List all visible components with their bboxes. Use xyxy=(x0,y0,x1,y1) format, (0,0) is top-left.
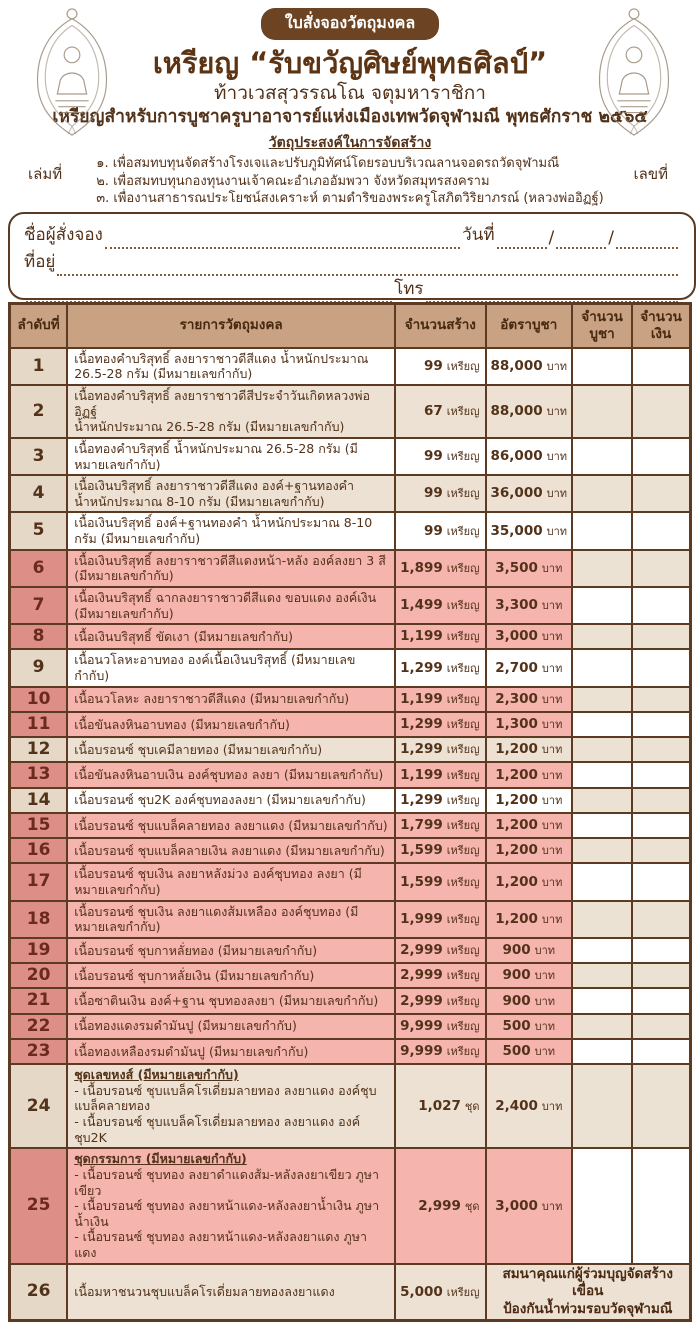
qty-made-cell: 1,199 เหรียญ xyxy=(395,687,485,712)
item-description-line: เนื้อบรอนซ์ ชุบ2K องค์ชุบทองลงยา (มีหมายเลขกำกับ) xyxy=(74,792,366,808)
item-description-line: - เนื้อบรอนซ์ ชุบทอง ลงยาหน้าแดง-หลังลงยาน้ำเงิน ภูษาน้ำเงิน xyxy=(74,1198,380,1229)
page-title: เหรียญ “รับขวัญศิษย์พุทธศิลป์” xyxy=(152,46,548,80)
item-description xyxy=(67,475,395,512)
amount-input-cell[interactable] xyxy=(632,863,690,900)
occasion-subtitle: เหรียญสำหรับการบูชาครูบาอาจารย์แห่งเมืองเทพวัดจุฬามณี พุทธศักราช ๒๕๖๕ xyxy=(52,107,648,128)
table-row xyxy=(10,385,691,438)
qty-ordered-input-cell[interactable] xyxy=(572,813,632,838)
price-cell: 1,200 บาท xyxy=(486,813,573,838)
item-description xyxy=(67,438,395,475)
price-cell: 2,400 บาท xyxy=(486,1064,573,1148)
qty-made-cell: 5,000 เหรียญ xyxy=(395,1264,485,1321)
amount-input-cell[interactable] xyxy=(632,550,690,587)
item-description xyxy=(67,1064,395,1148)
item-description-line: - เนื้อบรอนซ์ ชุบทอง ลงยาดำแดงส้ม-หลังลงยาเขียว ภูษาเขียว xyxy=(74,1166,380,1198)
qty-ordered-input-cell[interactable] xyxy=(572,1064,632,1148)
item-description-line: เนื้อขันลงหินอาบเงิน องค์ชุบทอง ลงยา (มีหมายเลขกำกับ) xyxy=(74,767,384,783)
order-table-body xyxy=(10,348,691,1321)
deity-subtitle: ท้าวเวสสุวรรณโณ จตุมหาราชิกา xyxy=(214,82,486,105)
item-description xyxy=(67,348,395,385)
purpose-item-2: ๒. เพื่อสมทบทุนกองทุนงานเจ้าคณะอำเภออัมพวา จังหวัดสมุทรสงคราม xyxy=(96,173,490,189)
item-description-line: - เนื้อบรอนซ์ ชุบแบล็คโรเดี่ยมลายทอง ลงยาแดง องค์ชุบ2K xyxy=(74,1114,361,1145)
item-description-line: เนื้อทองเหลืองรมดำมันปู (มีหมายเลขกำกับ) xyxy=(74,1043,309,1059)
qty-ordered-input-cell[interactable] xyxy=(572,963,632,988)
qty-made-cell: 99 เหรียญ xyxy=(395,475,485,512)
table-row xyxy=(10,762,691,787)
qty-made-cell: 1,299 เหรียญ xyxy=(395,737,485,762)
item-description xyxy=(67,687,395,712)
table-row xyxy=(10,1264,691,1321)
table-row xyxy=(10,712,691,737)
date-day-field[interactable] xyxy=(497,227,547,249)
amount-input-cell[interactable] xyxy=(632,813,690,838)
price-cell: 1,200 บาท xyxy=(486,901,573,938)
item-description xyxy=(67,649,395,686)
qty-made-cell: 99 เหรียญ xyxy=(395,512,485,549)
qty-ordered-input-cell[interactable] xyxy=(572,1148,632,1263)
amount-input-cell[interactable] xyxy=(632,1039,690,1064)
row-index: 9 xyxy=(10,649,68,686)
amount-input-cell[interactable] xyxy=(632,1064,690,1148)
table-row xyxy=(10,475,691,512)
price-cell: 35,000 บาท xyxy=(486,512,573,549)
item-set-title: ชุดกรรมการ (มีหมายเลขกำกับ) xyxy=(74,1151,247,1167)
qty-ordered-input-cell[interactable] xyxy=(572,649,632,686)
qty-ordered-input-cell[interactable] xyxy=(572,687,632,712)
table-row xyxy=(10,1039,691,1064)
amount-input-cell[interactable] xyxy=(632,963,690,988)
price-cell: 36,000 บาท xyxy=(486,475,573,512)
price-cell: 1,300 บาท xyxy=(486,712,573,737)
table-row xyxy=(10,963,691,988)
amount-input-cell[interactable] xyxy=(632,901,690,938)
qty-ordered-input-cell[interactable] xyxy=(572,712,632,737)
item-description-line: เนื้อเงินบริสุทธิ์ องค์+ฐานทองคำ น้ำหนักประมาณ 8-10 กรัม (มีหมายเลขกำกับ) xyxy=(74,515,373,546)
qty-ordered-input-cell[interactable] xyxy=(572,385,632,438)
row-index: 1 xyxy=(10,348,68,385)
table-row xyxy=(10,348,691,385)
item-description xyxy=(67,863,395,900)
table-row xyxy=(10,624,691,649)
item-description-line: เนื้อบรอนซ์ ชุบเงิน ลงยาแดงส้มเหลือง องค์ชุบทอง (มีหมายเลขกำกับ) xyxy=(74,903,359,935)
qty-ordered-input-cell[interactable] xyxy=(572,788,632,813)
date-label: วันที่ xyxy=(462,225,495,245)
row-index: 14 xyxy=(10,788,68,813)
amount-input-cell[interactable] xyxy=(632,938,690,963)
qty-ordered-input-cell[interactable] xyxy=(572,512,632,549)
table-row xyxy=(10,788,691,813)
item-description-line: เนื้อบรอนซ์ ชุบเคมีลายทอง (มีหมายเลขกำกับ) xyxy=(74,741,323,757)
table-row xyxy=(10,737,691,762)
table-header-row xyxy=(10,304,691,348)
item-description-line: เนื้อบรอนซ์ ชุบแบล็คลายเงิน ลงยาแดง (มีหมายเลขกำกับ) xyxy=(74,842,385,858)
table-row xyxy=(10,938,691,963)
row-index: 7 xyxy=(10,587,68,624)
qty-made-cell: 2,999 เหรียญ xyxy=(395,938,485,963)
item-description-line: เนื้อมหาชนวนชุบแบล็คโรเดี่ยมลายทองลงยาแดง xyxy=(74,1284,335,1300)
order-form-badge: ใบสั่งจองวัตถุมงคล xyxy=(261,8,439,40)
date-separator: / xyxy=(548,228,555,248)
item-set-title: ชุดเลขหงส์ (มีหมายเลขกำกับ) xyxy=(74,1067,239,1083)
item-description-line: เนื้อเงินบริสุทธิ์ ลงยาราชาวดีสีแดงหน้า-หลัง องค์ลงยา 3 สี (มีหมายเลขกำกับ) xyxy=(74,552,386,584)
amount-input-cell[interactable] xyxy=(632,687,690,712)
amount-input-cell[interactable] xyxy=(632,438,690,475)
doc-no-label: เลขที่ xyxy=(633,165,668,183)
qty-ordered-input-cell[interactable] xyxy=(572,863,632,900)
row-index: 23 xyxy=(10,1039,68,1064)
table-row xyxy=(10,438,691,475)
qty-made-cell: 1,999 เหรียญ xyxy=(395,901,485,938)
item-description-line: น้ำหนักประมาณ 8-10 กรัม (มีหมายเลขกำกับ) xyxy=(74,493,325,509)
item-description-line: เนื้อบรอนซ์ ชุบกาหลั่ยเงิน (มีหมายเลขกำกับ) xyxy=(74,967,315,983)
purposes-list xyxy=(96,155,604,208)
amount-input-cell[interactable] xyxy=(632,348,690,385)
item-description-line: เนื้อเงินบริสุทธิ์ ลงยาราชาวดีสีแดง องค์+ฐานทองคำ xyxy=(74,478,355,494)
table-row xyxy=(10,1014,691,1039)
purpose-item-1: ๑. เพื่อสมทบทุนจัดสร้างโรงเจและปรับภูมิทัศน์โดยรอบบริเวณลานจอดรถวัดจุฬามณี xyxy=(96,156,560,172)
qty-made-cell: 1,599 เหรียญ xyxy=(395,838,485,863)
qty-made-cell: 1,499 เหรียญ xyxy=(395,587,485,624)
qty-made-cell: 1,299 เหรียญ xyxy=(395,788,485,813)
amount-input-cell[interactable] xyxy=(632,737,690,762)
amount-input-cell[interactable] xyxy=(632,475,690,512)
price-cell: 3,300 บาท xyxy=(486,587,573,624)
amount-input-cell[interactable] xyxy=(632,587,690,624)
price-cell: 1,200 บาท xyxy=(486,863,573,900)
qty-made-cell: 1,299 เหรียญ xyxy=(395,712,485,737)
amount-input-cell[interactable] xyxy=(632,762,690,787)
address-label: ที่อยู่ xyxy=(24,252,56,272)
table-row xyxy=(10,813,691,838)
item-description xyxy=(67,963,395,988)
item-description xyxy=(67,838,395,863)
item-description-line: เนื้อเงินบริสุทธิ์ ฉากลงยาราชาวดีสีแดง ขอบแดง องค์เงิน (มีหมายเลขกำกับ) xyxy=(74,589,377,621)
item-description xyxy=(67,737,395,762)
table-row xyxy=(10,988,691,1013)
qty-made-cell: 1,799 เหรียญ xyxy=(395,813,485,838)
col-header-index: ลำดับที่ xyxy=(10,304,68,348)
row-index: 6 xyxy=(10,550,68,587)
item-description-line: เนื้อทองคำบริสุทธิ์ ลงยาราชาวดีสีประจำวันเกิดหลวงพ่ออิฏฐ์ xyxy=(74,388,370,419)
address-field[interactable] xyxy=(57,254,678,276)
book-no-label: เล่มที่ xyxy=(28,165,63,183)
row-index: 13 xyxy=(10,762,68,787)
qty-ordered-input-cell[interactable] xyxy=(572,438,632,475)
row-index: 16 xyxy=(10,838,68,863)
date-month-field[interactable] xyxy=(556,227,606,249)
phone-field[interactable] xyxy=(426,281,678,303)
item-description xyxy=(67,1264,395,1321)
amount-input-cell[interactable] xyxy=(632,1148,690,1263)
amulet-ornament-right xyxy=(588,6,680,138)
row-index: 18 xyxy=(10,901,68,938)
qty-made-cell: 1,599 เหรียญ xyxy=(395,863,485,900)
row-index: 11 xyxy=(10,712,68,737)
col-header-amount: จำนวนเงิน xyxy=(632,304,690,348)
row-index: 17 xyxy=(10,863,68,900)
item-description-line: - เนื้อบรอนซ์ ชุบทอง ลงยาหน้าแดง-หลังลงยาแดง ภูษาแดง xyxy=(74,1229,367,1260)
amulet-order-table xyxy=(8,302,692,1322)
price-cell: 1,200 บาท xyxy=(486,838,573,863)
price-cell: 2,300 บาท xyxy=(486,687,573,712)
price-cell: 88,000 บาท xyxy=(486,348,573,385)
amount-input-cell[interactable] xyxy=(632,624,690,649)
phone-label: โทร xyxy=(394,279,424,299)
table-row xyxy=(10,838,691,863)
price-cell: 88,000 บาท xyxy=(486,385,573,438)
buyer-info-box xyxy=(8,212,696,300)
price-cell: 1,200 บาท xyxy=(486,737,573,762)
item-description-line: เนื้อบรอนซ์ ชุบกาหลั่ยทอง (มีหมายเลขกำกับ) xyxy=(74,942,318,958)
price-cell: 3,500 บาท xyxy=(486,550,573,587)
address-field-2[interactable] xyxy=(26,281,392,303)
item-description xyxy=(67,762,395,787)
table-row xyxy=(10,649,691,686)
row-index: 24 xyxy=(10,1064,68,1148)
qty-ordered-input-cell[interactable] xyxy=(572,550,632,587)
donation-note-line: สมนาคุณแก่ผู้ร่วมบุญจัดสร้างเขื่อน xyxy=(502,1265,673,1300)
item-description-line: เนื้อเงินบริสุทธิ์ ขัดเงา (มีหมายเลขกำกับ) xyxy=(74,628,293,644)
purpose-item-3: ๓. เพื่องานสาธารณประโยชน์สงเคราะห์ ตามดำริของพระครูโสภิตวิริยาภรณ์ (หลวงพ่ออิฏฐ์) xyxy=(96,191,604,207)
table-row xyxy=(10,1064,691,1148)
price-cell: 500 บาท xyxy=(486,1039,573,1064)
price-cell: 3,000 บาท xyxy=(486,1148,573,1263)
item-description-line: - เนื้อบรอนซ์ ชุบแบล็คโรเดี่ยมลายทอง ลงยาแดง องค์ชุบแบล็คลายทอง xyxy=(74,1082,377,1114)
row-index: 21 xyxy=(10,988,68,1013)
col-header-qty-made: จำนวนสร้าง xyxy=(395,304,485,348)
item-description-line: เนื้อบรอนซ์ ชุบเงิน ลงยาหลังม่วง องค์ชุบทอง ลงยา (มีหมายเลขกำกับ) xyxy=(74,866,362,897)
qty-made-cell: 9,999 เหรียญ xyxy=(395,1039,485,1064)
qty-ordered-input-cell[interactable] xyxy=(572,988,632,1013)
qty-made-cell: 1,027 ชุด xyxy=(395,1064,485,1148)
table-row xyxy=(10,550,691,587)
row-index: 3 xyxy=(10,438,68,475)
amount-input-cell[interactable] xyxy=(632,712,690,737)
item-description xyxy=(67,1148,395,1263)
table-row xyxy=(10,687,691,712)
qty-ordered-input-cell[interactable] xyxy=(572,938,632,963)
qty-made-cell: 2,999 เหรียญ xyxy=(395,988,485,1013)
item-description xyxy=(67,385,395,438)
row-index: 15 xyxy=(10,813,68,838)
item-description xyxy=(67,512,395,549)
item-description xyxy=(67,587,395,624)
qty-made-cell: 9,999 เหรียญ xyxy=(395,1014,485,1039)
donation-note-line: ป้องกันน้ำท่วมรอบวัดจุฬามณี xyxy=(503,1300,673,1317)
amount-input-cell[interactable] xyxy=(632,988,690,1013)
row-index: 8 xyxy=(10,624,68,649)
item-description xyxy=(67,1039,395,1064)
row-index: 2 xyxy=(10,385,68,438)
qty-ordered-input-cell[interactable] xyxy=(572,1039,632,1064)
table-row xyxy=(10,1148,691,1263)
table-row xyxy=(10,512,691,549)
row-index: 25 xyxy=(10,1148,68,1263)
row-index: 22 xyxy=(10,1014,68,1039)
date-separator: / xyxy=(608,228,614,248)
amount-input-cell[interactable] xyxy=(632,838,690,863)
item-description-line: เนื้อซาตินเงิน องค์+ฐาน ชุบทองลงยา (มีหมายเลขกำกับ) xyxy=(74,993,379,1009)
qty-ordered-input-cell[interactable] xyxy=(572,475,632,512)
qty-made-cell: 1,899 เหรียญ xyxy=(395,550,485,587)
item-description-line: เนื้อนวโลหะอาบทอง องค์เนื้อเงินบริสุทธิ์ (มีหมายเลขกำกับ) xyxy=(74,652,356,683)
qty-ordered-input-cell[interactable] xyxy=(572,348,632,385)
row-index: 20 xyxy=(10,963,68,988)
qty-ordered-input-cell[interactable] xyxy=(572,838,632,863)
amount-input-cell[interactable] xyxy=(632,788,690,813)
amount-input-cell[interactable] xyxy=(632,512,690,549)
item-description xyxy=(67,901,395,938)
price-cell: 1,200 บาท xyxy=(486,788,573,813)
table-row xyxy=(10,901,691,938)
donation-note-cell xyxy=(486,1264,691,1321)
row-index: 26 xyxy=(10,1264,68,1321)
row-index: 10 xyxy=(10,687,68,712)
qty-ordered-input-cell[interactable] xyxy=(572,737,632,762)
amount-input-cell[interactable] xyxy=(632,1014,690,1039)
item-description-line: เนื้อขันลงหินอาบทอง (มีหมายเลขกำกับ) xyxy=(74,716,290,732)
row-index: 5 xyxy=(10,512,68,549)
qty-ordered-input-cell[interactable] xyxy=(572,762,632,787)
buyer-name-field[interactable] xyxy=(105,227,460,249)
qty-made-cell: 2,999 เหรียญ xyxy=(395,963,485,988)
col-header-price: อัตราบูชา xyxy=(486,304,573,348)
purposes-heading: วัตถุประสงค์ในการจัดสร้าง xyxy=(268,135,432,152)
item-description-line: เนื้อทองแดงรมดำมันปู (มีหมายเลขกำกับ) xyxy=(74,1018,297,1034)
price-cell: 900 บาท xyxy=(486,963,573,988)
row-index: 19 xyxy=(10,938,68,963)
item-description-line: เนื้อทองคำบริสุทธิ์ น้ำหนักประมาณ 26.5-28 กรัม (มีหมายเลขกำกับ) xyxy=(74,440,358,472)
qty-ordered-input-cell[interactable] xyxy=(572,587,632,624)
price-cell: 900 บาท xyxy=(486,988,573,1013)
item-description-line: เนื้อนวโลหะ ลงยาราชาวดีสีแดง (มีหมายเลขกำกับ) xyxy=(74,691,350,707)
buyer-name-label: ชื่อผู้สั่งจอง xyxy=(24,225,103,245)
qty-ordered-input-cell[interactable] xyxy=(572,901,632,938)
qty-made-cell: 1,199 เหรียญ xyxy=(395,624,485,649)
date-year-field[interactable] xyxy=(616,227,678,249)
table-row xyxy=(10,863,691,900)
price-cell: 500 บาท xyxy=(486,1014,573,1039)
item-description xyxy=(67,712,395,737)
item-description xyxy=(67,788,395,813)
qty-ordered-input-cell[interactable] xyxy=(572,1014,632,1039)
qty-made-cell: 1,199 เหรียญ xyxy=(395,762,485,787)
item-description xyxy=(67,988,395,1013)
amount-input-cell[interactable] xyxy=(632,385,690,438)
qty-made-cell: 67 เหรียญ xyxy=(395,385,485,438)
price-cell: 2,700 บาท xyxy=(486,649,573,686)
item-description xyxy=(67,550,395,587)
row-index: 12 xyxy=(10,737,68,762)
amulet-ornament-left xyxy=(26,6,118,138)
row-index: 4 xyxy=(10,475,68,512)
amount-input-cell[interactable] xyxy=(632,649,690,686)
col-header-item: รายการวัตถุมงคล xyxy=(67,304,395,348)
qty-made-cell: 99 เหรียญ xyxy=(395,348,485,385)
qty-ordered-input-cell[interactable] xyxy=(572,624,632,649)
item-description-line: เนื้อบรอนซ์ ชุบแบล็คลายทอง ลงยาแดง (มีหมายเลขกำกับ) xyxy=(74,817,388,833)
item-description-line: เนื้อทองคำบริสุทธิ์ ลงยาราชาวดีสีแดง น้ำหนักประมาณ 26.5-28 กรัม (มีหมายเลขกำกับ) xyxy=(74,350,369,382)
item-description-line: น้ำหนักประมาณ 26.5-28 กรัม (มีหมายเลขกำกับ) xyxy=(74,419,345,435)
qty-made-cell: 2,999 ชุด xyxy=(395,1148,485,1263)
col-header-qty-ordered: จำนวนบูชา xyxy=(572,304,632,348)
item-description xyxy=(67,624,395,649)
price-cell: 3,000 บาท xyxy=(486,624,573,649)
item-description xyxy=(67,938,395,963)
table-row xyxy=(10,587,691,624)
price-cell: 900 บาท xyxy=(486,938,573,963)
item-description xyxy=(67,1014,395,1039)
price-cell: 1,200 บาท xyxy=(486,762,573,787)
price-cell: 86,000 บาท xyxy=(486,438,573,475)
qty-made-cell: 1,299 เหรียญ xyxy=(395,649,485,686)
item-description xyxy=(67,813,395,838)
qty-made-cell: 99 เหรียญ xyxy=(395,438,485,475)
